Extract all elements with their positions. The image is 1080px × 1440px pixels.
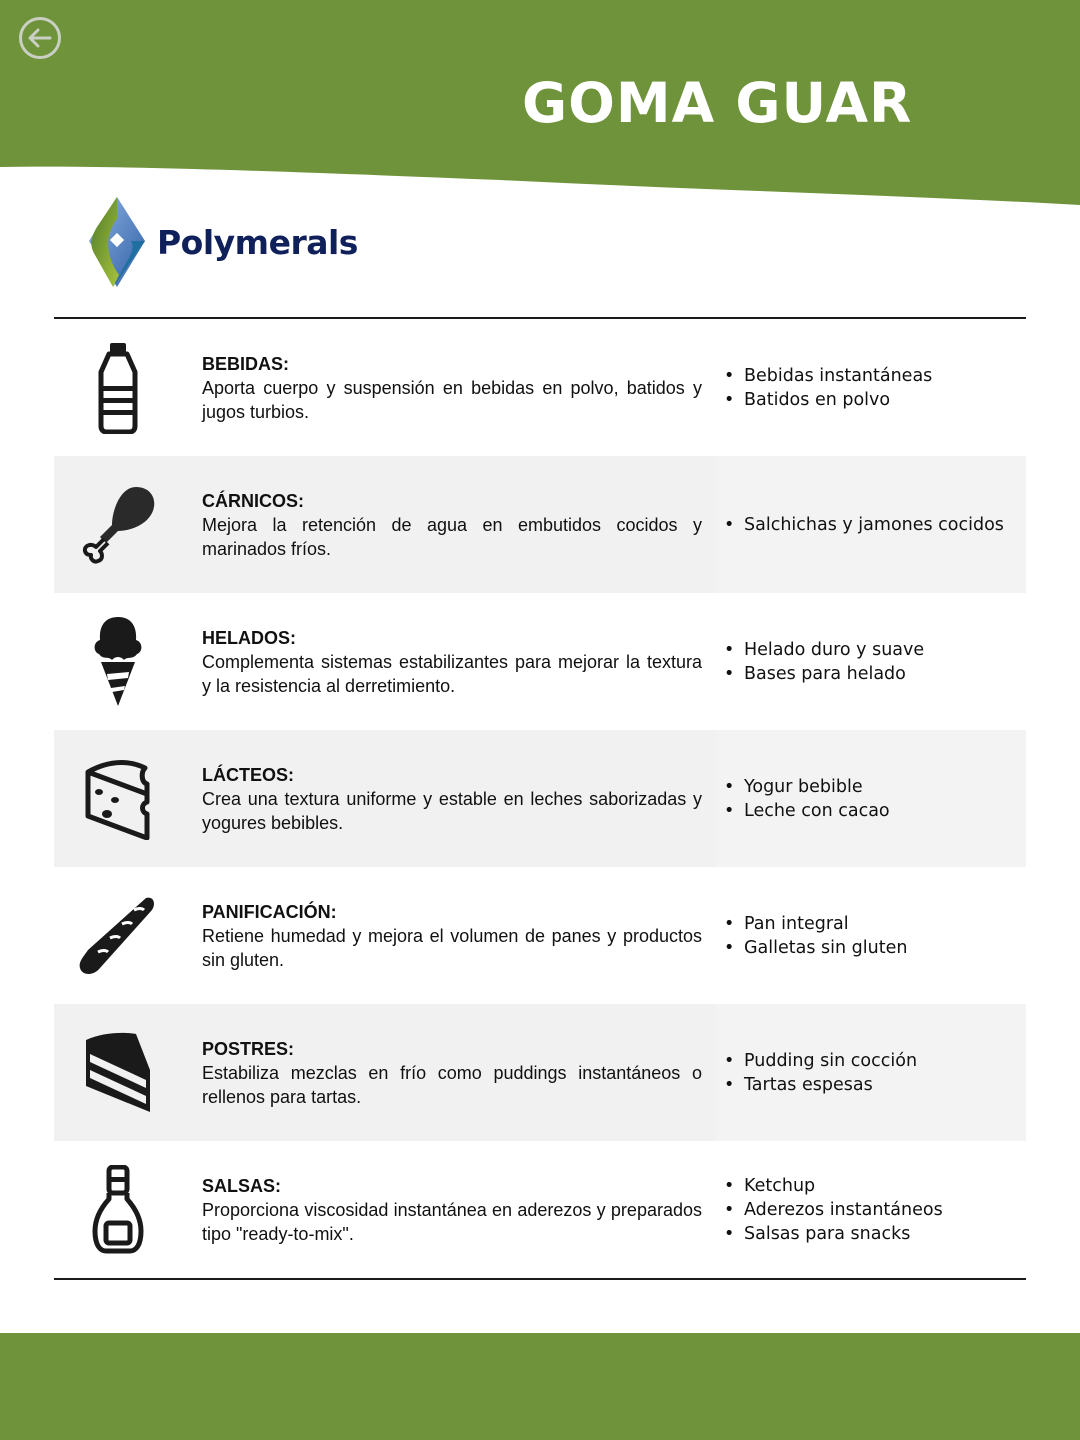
category-title: LÁCTEOS: [202,764,294,785]
list-item: Batidos en polvo [744,389,891,410]
category-title: POSTRES: [202,1038,295,1059]
applications-list: • Pan integral • Galletas sin gluten [716,867,1026,1004]
list-item: Bebidas instantáneas [744,365,933,386]
category-title: HELADOS: [202,627,296,648]
category-title: CÁRNICOS: [202,490,304,511]
applications-list: • Salchichas y jamones cocidos [716,456,1026,593]
category-description: Estabiliza mezclas en frío como puddings instantáneos o rellenos para tartas. [202,1062,702,1107]
polymerals-logo-icon [85,195,149,289]
water-bottle-icon [96,342,140,434]
category-description: Aporta cuerpo y suspensión en bebidas en polvo, batidos y jugos turbios. [202,377,702,422]
header-banner [0,0,1080,215]
category-description: Retiene humedad y mejora el volumen de panes y productos sin gluten. [202,925,702,970]
table-row-lacteos [54,730,1026,867]
baguette-icon [78,896,158,976]
list-item: Galletas sin gluten [744,937,908,958]
sauce-bottle-icon [92,1165,144,1255]
applications-list: • Pudding sin cocción • Tartas espesas [716,1004,1026,1141]
back-button[interactable] [19,17,61,59]
table-row-bebidas [54,319,1026,456]
applications-list: • Bebidas instantáneas • Batidos en polvo [716,319,1026,456]
cheese-icon [85,758,151,840]
applications-table [54,317,1026,1280]
list-item: Aderezos instantáneos [744,1199,943,1220]
list-item: Salsas para snacks [744,1223,911,1244]
list-item: Pan integral [744,913,849,934]
applications-list: • Ketchup • Aderezos instantáneos • Salsas para snacks [716,1141,1026,1278]
list-item: Tartas espesas [744,1074,873,1095]
ice-cream-cone-icon [91,616,145,708]
category-title: PANIFICACIÓN: [202,901,337,922]
company-logo [85,195,358,289]
page-title: GOMA GUAR [522,71,913,135]
table-row-postres [54,1004,1026,1141]
cake-slice-icon [84,1032,152,1114]
chicken-leg-icon [78,485,158,565]
list-item: Salchichas y jamones cocidos [744,514,1004,535]
category-title: SALSAS: [202,1175,282,1196]
list-item: Ketchup [744,1175,816,1196]
applications-list: • Helado duro y suave • Bases para helado [716,593,1026,730]
category-description: Complementa sistemas estabilizantes para mejorar la textura y la resistencia al derretimiento. [202,651,702,696]
table-row-helados [54,593,1026,730]
category-title: BEBIDAS: [202,353,290,374]
table-row-carnicos [54,456,1026,593]
table-row-salsas [54,1141,1026,1278]
list-item: Yogur bebible [744,776,863,797]
footer-band [0,1333,1080,1440]
logo-wordmark: Polymerals [157,222,358,262]
category-description: Mejora la retención de agua en embutidos cocidos y marinados fríos. [202,514,702,559]
table-row-panificacion [54,867,1026,1004]
arrow-left-icon [26,27,54,49]
list-item: Leche con cacao [744,800,890,821]
list-item: Helado duro y suave [744,639,925,660]
applications-list: • Yogur bebible • Leche con cacao [716,730,1026,867]
category-description: Crea una textura uniforme y estable en leches saborizadas y yogures bebibles. [202,788,702,833]
list-item: Pudding sin cocción [744,1050,918,1071]
table-bottom-rule [54,1278,1026,1280]
list-item: Bases para helado [744,663,906,684]
category-description: Proporciona viscosidad instantánea en aderezos y preparados tipo "ready-to-mix". [202,1199,702,1244]
